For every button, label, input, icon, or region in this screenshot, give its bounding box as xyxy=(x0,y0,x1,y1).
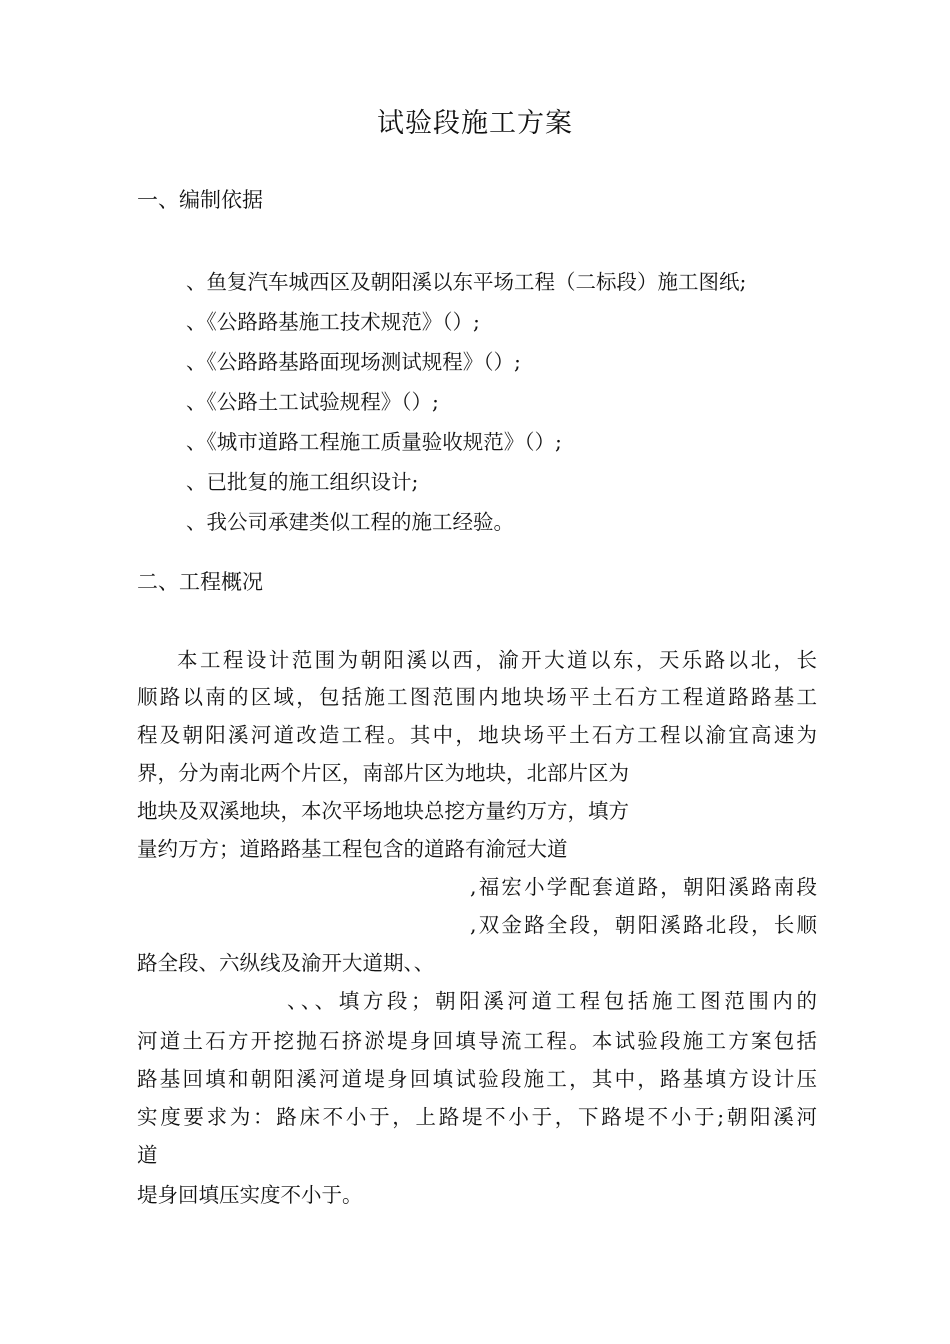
reference-list xyxy=(186,262,826,542)
reference-item: 、《公路路基路面现场测试规程》（）; xyxy=(186,350,521,374)
reference-item: 、《城市道路工程施工质量验收规范》（）; xyxy=(186,430,562,454)
paragraph-line: ,福宏小学配套道路，朝阳溪路南段 xyxy=(470,875,817,899)
paragraph-line: 堤身回填压实度不小于。 xyxy=(137,1183,363,1207)
paragraph-line: 本工程设计范围为朝阳溪以西，渝开大道以东，天乐路以北，长 xyxy=(177,648,817,672)
section-heading-basis: 一、编制依据 xyxy=(137,188,263,212)
paragraph-line: 路基回填和朝阳溪河道堤身回填试验段施工，其中，路基填方设计压 xyxy=(137,1067,817,1091)
paragraph-line: 、、、填方段；朝阳溪河道工程包括施工图范围内的 xyxy=(287,989,817,1013)
section-heading-overview: 二、工程概况 xyxy=(137,570,263,594)
paragraph-line: 道 xyxy=(137,1143,158,1167)
paragraph-line: 界，分为南北两个片区，南部片区为地块，北部片区为 xyxy=(137,761,629,785)
reference-item: 、鱼复汽车城西区及朝阳溪以东平场工程（二标段）施工图纸; xyxy=(186,270,747,294)
paragraph-line: 河道土石方开挖抛石挤淤堤身回填导流工程。本试验段施工方案包括 xyxy=(137,1029,817,1053)
paragraph-line: 路全段、六纵线及渝开大道期、、 xyxy=(137,951,435,975)
paragraph-line: 顺路以南的区域，包括施工图范围内地块场平土石方工程道路路基工 xyxy=(137,685,817,709)
paragraph-line: 程及朝阳溪河道改造工程。其中，地块场平土石方工程以渝宜高速为 xyxy=(137,723,817,747)
paragraph-line: 地块及双溪地块，本次平场地块总挖方量约万方，填方 xyxy=(137,799,629,823)
reference-item: 、我公司承建类似工程的施工经验。 xyxy=(186,510,514,534)
paragraph-line: 量约万方；道路路基工程包含的道路有渝冠大道 xyxy=(137,837,568,861)
paragraph-line: ,双金路全段，朝阳溪路北段，长顺 xyxy=(470,913,817,937)
document-title: 试验段施工方案 xyxy=(377,108,573,139)
reference-item: 、已批复的施工组织设计; xyxy=(186,470,419,494)
reference-item: 、《公路土工试验规程》（）; xyxy=(186,390,439,414)
reference-item: 、《公路路基施工技术规范》（）; xyxy=(186,310,480,334)
paragraph-line: 实度要求为：路床不小于，上路堤不小于，下路堤不小于;朝阳溪河 xyxy=(137,1105,817,1129)
